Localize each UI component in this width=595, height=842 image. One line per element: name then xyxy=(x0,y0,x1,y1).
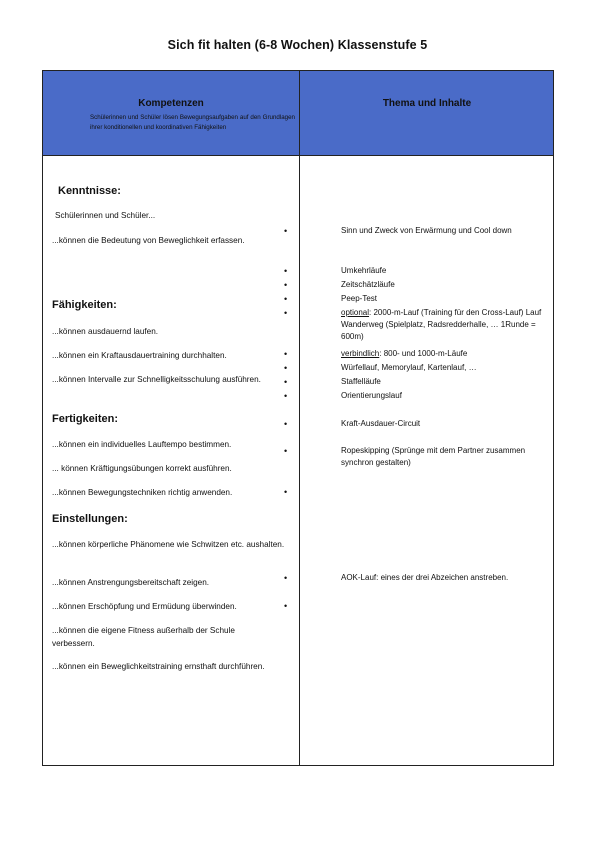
column-divider xyxy=(299,71,300,765)
table-header xyxy=(43,71,553,156)
bullet-icon: • xyxy=(284,601,288,611)
topic-item: Ropeskipping (Sprünge mit dem Partner zusammen synchron gestalten) xyxy=(341,446,526,467)
topic-item: Umkehrläufe xyxy=(341,266,387,275)
heading-faehigkeiten: Fähigkeiten: xyxy=(52,299,117,311)
topic-item: Würfellauf, Memorylauf, Kartenlauf, … xyxy=(341,363,477,372)
bullet-icon: • xyxy=(284,377,288,387)
bullet-icon: • xyxy=(284,446,288,456)
einstellung-item: ...können die eigene Fitness außerhalb der Schule verbessern. xyxy=(52,626,235,648)
page-title: Sich fit halten (6-8 Wochen) Klassenstufe 5 xyxy=(167,38,428,52)
bullet-icon: • xyxy=(284,349,288,359)
optional-label: optional xyxy=(341,308,370,317)
intro-text: Schülerinnen und Schüler... xyxy=(55,211,156,220)
faehigkeit-item: ...können ein Kraftausdauertraining durchhalten. xyxy=(52,351,227,360)
topic-item: Staffelläufe xyxy=(341,377,381,386)
bullet-icon: • xyxy=(284,266,288,276)
verbindlich-text: : 800- und 1000-m-Läufe xyxy=(379,349,468,358)
topic-item: AOK-Lauf: eines der drei Abzeichen anstreben. xyxy=(341,573,509,582)
bullet-icon: • xyxy=(284,226,288,236)
optional-text: : 2000-m-Lauf (Training für den Cross-Lauf) Lauf Wanderweg (Spielplatz, Radsredderhalle, … 1Runde = 600m) xyxy=(341,308,542,341)
header-kompetenzen-description: Schülerinnen und Schüler lösen Bewegungsaufgaben auf den Grundlagen ihrer konditionellen und koordinativen Fähigkeiten xyxy=(90,114,295,131)
bullet-icon: • xyxy=(284,280,288,290)
bullet-icon: • xyxy=(284,308,288,318)
faehigkeit-item: ...können Intervalle zur Schnelligkeitsschulung ausführen. xyxy=(52,375,261,384)
topic-item: Kraft-Ausdauer-Circuit xyxy=(341,419,421,428)
bullet-icon: • xyxy=(284,573,288,583)
topic-item: Peep-Test xyxy=(341,294,378,303)
einstellung-item: ...können Anstrengungsbereitschaft zeigen. xyxy=(52,578,210,587)
bullet-icon: • xyxy=(284,294,288,304)
topic-item: Orientierungslauf xyxy=(341,391,402,400)
bullet-icon: • xyxy=(284,419,288,429)
einstellung-item: ...können Erschöpfung und Ermüdung überwinden. xyxy=(52,602,237,611)
heading-fertigkeiten: Fertigkeiten: xyxy=(52,413,119,425)
einstellung-item: ...können ein Beweglichkeitstraining ernsthaft durchführen. xyxy=(52,662,265,671)
topic-item-optional xyxy=(341,307,549,343)
faehigkeit-item: ...können ausdauernd laufen. xyxy=(52,327,159,336)
heading-kenntnisse: Kenntnisse: xyxy=(58,185,121,197)
bullet-icon: • xyxy=(284,487,288,497)
fertigkeit-item: ...können Bewegungstechniken richtig anwenden. xyxy=(52,488,233,497)
kenntnis-item: ...können die Bedeutung von Beweglichkeit erfassen. xyxy=(52,236,245,245)
topic-item-verbindlich xyxy=(341,348,561,360)
fertigkeit-item: ... können Kräftigungsübungen korrekt ausführen. xyxy=(52,464,232,473)
fertigkeit-item: ...können ein individuelles Lauftempo bestimmen. xyxy=(52,440,232,449)
topic-item: Zeitschätzläufe xyxy=(341,280,395,289)
header-kompetenzen: Kompetenzen xyxy=(138,98,204,109)
header-thema-inhalte: Thema und Inhalte xyxy=(382,98,472,109)
verbindlich-label: verbindlich xyxy=(341,349,380,358)
bullet-icon: • xyxy=(284,363,288,373)
bullet-icon: • xyxy=(284,391,288,401)
heading-einstellungen: Einstellungen: xyxy=(52,513,128,525)
topic-item: Sinn und Zweck von Erwärmung und Cool down xyxy=(341,226,512,235)
einstellung-item: ...können körperliche Phänomene wie Schwitzen etc. aushalten. xyxy=(52,540,285,549)
